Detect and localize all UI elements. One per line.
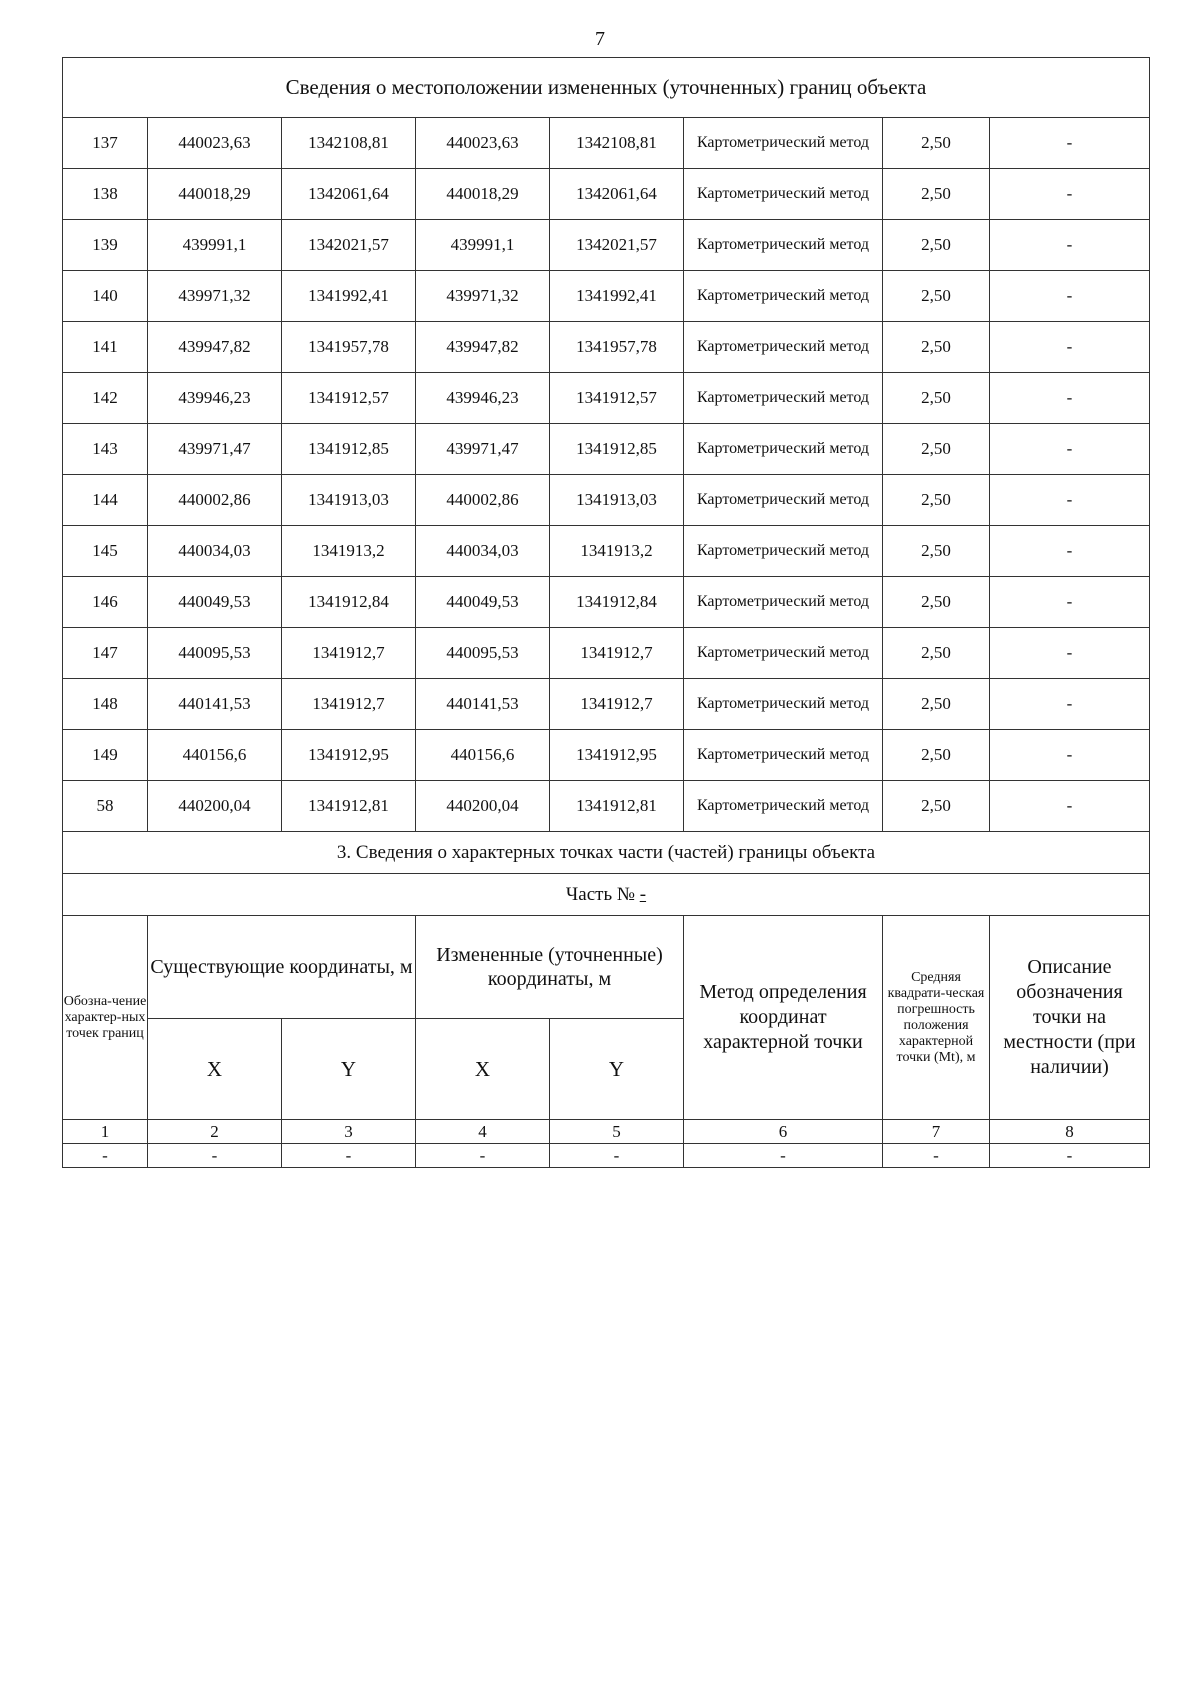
point-number-cell: 149 (63, 730, 148, 781)
point-number-cell: 146 (63, 577, 148, 628)
changed-x-cell: 439947,82 (416, 322, 550, 373)
column-number: 8 (990, 1120, 1150, 1144)
table-row (63, 322, 1150, 373)
header-point-designation: Обозна-чение характер-ных точек границ (63, 916, 148, 1120)
part-label: Часть № (565, 883, 635, 905)
part-label-cell (63, 874, 1150, 916)
mt-cell: 2,50 (883, 424, 990, 475)
column-number: 4 (416, 1120, 550, 1144)
existing-y-cell: 1341912,84 (282, 577, 416, 628)
existing-y-cell: 1342021,57 (282, 220, 416, 271)
section3-title: 3. Сведения о характерных точках части (частей) границы объекта (63, 832, 1150, 874)
point-number-cell: 145 (63, 526, 148, 577)
existing-y-cell: 1341913,03 (282, 475, 416, 526)
method-cell: Картометрический метод (684, 628, 883, 679)
header-changed-y: Y (550, 1019, 684, 1120)
changed-x-cell: 439946,23 (416, 373, 550, 424)
existing-x-cell: 439991,1 (148, 220, 282, 271)
column-number: 6 (684, 1120, 883, 1144)
changed-y-cell: 1341913,03 (550, 475, 684, 526)
changed-y-cell: 1341912,95 (550, 730, 684, 781)
existing-x-cell: 440023,63 (148, 118, 282, 169)
table-row (63, 424, 1150, 475)
changed-x-cell: 440156,6 (416, 730, 550, 781)
point-number-cell: 138 (63, 169, 148, 220)
column-numbers-row (63, 1120, 1150, 1144)
table-row (63, 679, 1150, 730)
header-method: Метод определения координат характерной точки (684, 916, 883, 1120)
mt-cell: 2,50 (883, 220, 990, 271)
empty-cell: - (63, 1144, 148, 1168)
mt-cell: 2,50 (883, 118, 990, 169)
table-row (63, 577, 1150, 628)
method-cell: Картометрический метод (684, 373, 883, 424)
existing-y-cell: 1341912,7 (282, 628, 416, 679)
existing-x-cell: 439947,82 (148, 322, 282, 373)
changed-y-cell: 1341912,81 (550, 781, 684, 832)
mt-cell: 2,50 (883, 169, 990, 220)
column-number: 2 (148, 1120, 282, 1144)
changed-x-cell: 439991,1 (416, 220, 550, 271)
mt-cell: 2,50 (883, 577, 990, 628)
method-cell: Картометрический метод (684, 577, 883, 628)
empty-cell: - (684, 1144, 883, 1168)
changed-y-cell: 1342061,64 (550, 169, 684, 220)
header-mt: Средняя квадрати-ческая погрешность положения характерной точки (Mt), м (883, 916, 990, 1120)
changed-y-cell: 1341992,41 (550, 271, 684, 322)
mt-cell: 2,50 (883, 373, 990, 424)
method-cell: Картометрический метод (684, 475, 883, 526)
point-number-cell: 142 (63, 373, 148, 424)
empty-cell: - (416, 1144, 550, 1168)
header-description: Описание обозначения точки на местности (при наличии) (990, 916, 1150, 1120)
mt-cell: 2,50 (883, 322, 990, 373)
changed-y-cell: 1341912,7 (550, 628, 684, 679)
existing-y-cell: 1341912,85 (282, 424, 416, 475)
existing-y-cell: 1342061,64 (282, 169, 416, 220)
column-number: 1 (63, 1120, 148, 1144)
changed-y-cell: 1342108,81 (550, 118, 684, 169)
section3-title-row (63, 832, 1150, 874)
header-existing-x: X (148, 1019, 282, 1120)
description-cell: - (990, 475, 1150, 526)
mt-cell: 2,50 (883, 628, 990, 679)
changed-y-cell: 1341912,85 (550, 424, 684, 475)
changed-y-cell: 1341957,78 (550, 322, 684, 373)
existing-y-cell: 1341912,7 (282, 679, 416, 730)
existing-x-cell: 439971,47 (148, 424, 282, 475)
part-row (63, 874, 1150, 916)
changed-y-cell: 1342021,57 (550, 220, 684, 271)
description-cell: - (990, 322, 1150, 373)
empty-cell: - (990, 1144, 1150, 1168)
header-changed-x: X (416, 1019, 550, 1120)
point-number-cell: 144 (63, 475, 148, 526)
mt-cell: 2,50 (883, 730, 990, 781)
existing-x-cell: 440095,53 (148, 628, 282, 679)
description-cell: - (990, 169, 1150, 220)
empty-cell: - (282, 1144, 416, 1168)
mt-cell: 2,50 (883, 781, 990, 832)
existing-x-cell: 440141,53 (148, 679, 282, 730)
empty-data-row (63, 1144, 1150, 1168)
column-number: 5 (550, 1120, 684, 1144)
boundary-points-table (62, 57, 1150, 1168)
point-number-cell: 141 (63, 322, 148, 373)
empty-cell: - (550, 1144, 684, 1168)
existing-y-cell: 1341913,2 (282, 526, 416, 577)
point-number-cell: 137 (63, 118, 148, 169)
header-existing-y: Y (282, 1019, 416, 1120)
description-cell: - (990, 781, 1150, 832)
description-cell: - (990, 373, 1150, 424)
changed-y-cell: 1341912,7 (550, 679, 684, 730)
changed-x-cell: 440095,53 (416, 628, 550, 679)
existing-y-cell: 1341912,95 (282, 730, 416, 781)
description-cell: - (990, 424, 1150, 475)
table-row (63, 475, 1150, 526)
method-cell: Картометрический метод (684, 679, 883, 730)
description-cell: - (990, 628, 1150, 679)
header-row-top (63, 916, 1150, 1019)
method-cell: Картометрический метод (684, 526, 883, 577)
method-cell: Картометрический метод (684, 730, 883, 781)
mt-cell: 2,50 (883, 271, 990, 322)
description-cell: - (990, 679, 1150, 730)
existing-x-cell: 439971,32 (148, 271, 282, 322)
table-row (63, 628, 1150, 679)
table-title-row (63, 58, 1150, 118)
method-cell: Картометрический метод (684, 271, 883, 322)
table-row (63, 781, 1150, 832)
changed-y-cell: 1341912,84 (550, 577, 684, 628)
table-title: Сведения о местоположении измененных (уточненных) границ объекта (63, 58, 1150, 118)
point-number-cell: 139 (63, 220, 148, 271)
table-row (63, 373, 1150, 424)
column-number: 7 (883, 1120, 990, 1144)
table-row (63, 730, 1150, 781)
empty-cell: - (883, 1144, 990, 1168)
table-row (63, 526, 1150, 577)
changed-x-cell: 440018,29 (416, 169, 550, 220)
existing-x-cell: 440002,86 (148, 475, 282, 526)
header-changed-coords: Измененные (уточненные) координаты, м (416, 916, 684, 1019)
page-number: 7 (595, 28, 605, 50)
existing-x-cell: 440018,29 (148, 169, 282, 220)
changed-x-cell: 439971,47 (416, 424, 550, 475)
point-number-cell: 143 (63, 424, 148, 475)
changed-x-cell: 440002,86 (416, 475, 550, 526)
changed-x-cell: 439971,32 (416, 271, 550, 322)
description-cell: - (990, 526, 1150, 577)
existing-y-cell: 1341912,57 (282, 373, 416, 424)
description-cell: - (990, 730, 1150, 781)
point-number-cell: 148 (63, 679, 148, 730)
existing-x-cell: 439946,23 (148, 373, 282, 424)
part-value: - (639, 883, 647, 905)
description-cell: - (990, 118, 1150, 169)
changed-x-cell: 440141,53 (416, 679, 550, 730)
empty-cell: - (148, 1144, 282, 1168)
mt-cell: 2,50 (883, 526, 990, 577)
description-cell: - (990, 220, 1150, 271)
method-cell: Картометрический метод (684, 424, 883, 475)
point-number-cell: 58 (63, 781, 148, 832)
changed-x-cell: 440034,03 (416, 526, 550, 577)
changed-x-cell: 440200,04 (416, 781, 550, 832)
method-cell: Картометрический метод (684, 781, 883, 832)
changed-x-cell: 440023,63 (416, 118, 550, 169)
point-number-cell: 147 (63, 628, 148, 679)
existing-x-cell: 440034,03 (148, 526, 282, 577)
existing-x-cell: 440049,53 (148, 577, 282, 628)
changed-x-cell: 440049,53 (416, 577, 550, 628)
existing-y-cell: 1341912,81 (282, 781, 416, 832)
method-cell: Картометрический метод (684, 220, 883, 271)
table-row (63, 169, 1150, 220)
description-cell: - (990, 271, 1150, 322)
changed-y-cell: 1341913,2 (550, 526, 684, 577)
description-cell: - (990, 577, 1150, 628)
method-cell: Картометрический метод (684, 322, 883, 373)
existing-x-cell: 440200,04 (148, 781, 282, 832)
method-cell: Картометрический метод (684, 169, 883, 220)
header-existing-coords: Существующие координаты, м (148, 916, 416, 1019)
existing-y-cell: 1341992,41 (282, 271, 416, 322)
existing-y-cell: 1342108,81 (282, 118, 416, 169)
changed-y-cell: 1341912,57 (550, 373, 684, 424)
method-cell: Картометрический метод (684, 118, 883, 169)
mt-cell: 2,50 (883, 475, 990, 526)
table-row (63, 271, 1150, 322)
table-row (63, 220, 1150, 271)
table-row (63, 118, 1150, 169)
existing-x-cell: 440156,6 (148, 730, 282, 781)
existing-y-cell: 1341957,78 (282, 322, 416, 373)
column-number: 3 (282, 1120, 416, 1144)
point-number-cell: 140 (63, 271, 148, 322)
mt-cell: 2,50 (883, 679, 990, 730)
